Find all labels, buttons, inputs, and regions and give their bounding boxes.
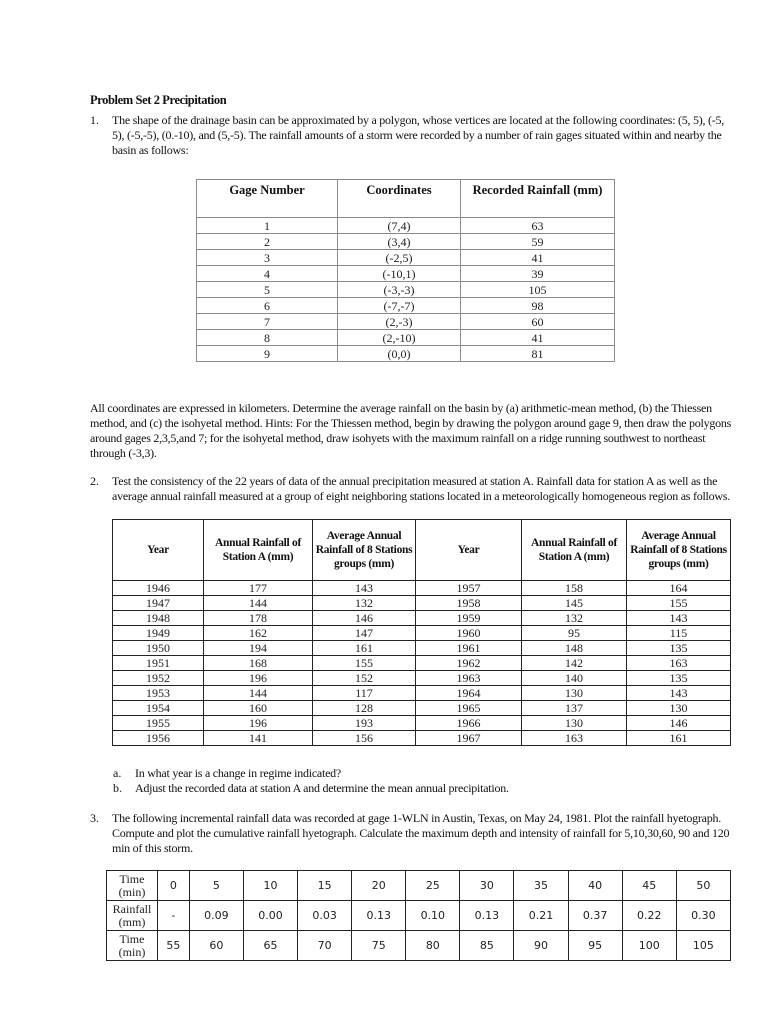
year-cell: 1957: [416, 581, 522, 596]
table-row: [113, 611, 731, 626]
station-a-cell: 158: [522, 581, 627, 596]
table-row: [197, 250, 615, 266]
problem-3-number: 3.: [90, 811, 99, 825]
gage-number-cell: 9: [197, 346, 338, 362]
time-cell: 45: [622, 871, 676, 901]
rainfall-cell: 0.13: [460, 901, 514, 931]
table-row: [113, 731, 731, 746]
station-a-cell: 95: [522, 626, 627, 641]
time-cell: 30: [460, 871, 514, 901]
time-cell: 15: [298, 871, 352, 901]
avg-8-stations-cell: 155: [313, 656, 416, 671]
year-cell: 1965: [416, 701, 522, 716]
time-cell: 20: [352, 871, 406, 901]
time-cell: 55: [158, 931, 190, 961]
year-cell: 1948: [113, 611, 204, 626]
gage-number-cell: 1: [197, 218, 338, 234]
table-row: [107, 931, 731, 961]
time-cell: 35: [514, 871, 568, 901]
document-title: Problem Set 2 Precipitation: [90, 93, 227, 107]
rainfall-cell: 0.30: [676, 901, 730, 931]
time-cell: 50: [676, 871, 730, 901]
coordinates-cell: (3,4): [338, 234, 461, 250]
station-a-cell: 160: [204, 701, 313, 716]
station-a-cell: 145: [522, 596, 627, 611]
year-cell: 1961: [416, 641, 522, 656]
year-cell: 1963: [416, 671, 522, 686]
coordinates-cell: (0,0): [338, 346, 461, 362]
avg-8-stations-cell: 152: [313, 671, 416, 686]
station-a-cell: 142: [522, 656, 627, 671]
avg-8-stations-cell: 143: [627, 611, 731, 626]
rainfall-cell: 0.21: [514, 901, 568, 931]
question-a-text: In what year is a change in regime indicated?: [135, 766, 341, 780]
rainfall-cell: 63: [461, 218, 615, 234]
row-label-rainfall: Rainfall (mm): [107, 901, 158, 931]
year-cell: 1954: [113, 701, 204, 716]
problem-2-number: 2.: [90, 474, 99, 488]
table-row: [113, 596, 731, 611]
row-label-time-2: Time (min): [107, 931, 158, 961]
year-cell: 1947: [113, 596, 204, 611]
table-row: [113, 716, 731, 731]
coordinates-cell: (-2,5): [338, 250, 461, 266]
station-a-cell: 178: [204, 611, 313, 626]
table-row: [113, 686, 731, 701]
header-avg-8-stations-left: Average Annual Rainfall of 8 Stations groups (mm): [313, 520, 416, 581]
station-a-cell: 132: [522, 611, 627, 626]
avg-8-stations-cell: 146: [627, 716, 731, 731]
station-a-cell: 137: [522, 701, 627, 716]
rainfall-cell: 41: [461, 330, 615, 346]
problem-1-intro: The shape of the drainage basin can be approximated by a polygon, whose vertices are located at the following coordinates: (5, 5), (-5, 5), (-5,-5), (0.-10), and (5,-5). The rainfall amounts of a storm were recorded by a number of rain gages situated within and nearby the basin as follows:: [112, 113, 725, 157]
rainfall-cell: -: [158, 901, 190, 931]
table-row: [113, 656, 731, 671]
gage-number-cell: 4: [197, 266, 338, 282]
time-cell: 70: [298, 931, 352, 961]
year-cell: 1955: [113, 716, 204, 731]
table-row: [197, 282, 615, 298]
header-year-right: Year: [416, 520, 522, 581]
avg-8-stations-cell: 163: [627, 656, 731, 671]
header-year-left: Year: [113, 520, 204, 581]
station-a-cell: 148: [522, 641, 627, 656]
avg-8-stations-cell: 156: [313, 731, 416, 746]
rainfall-cell: 0.03: [298, 901, 352, 931]
problem-2-intro: Test the consistency of the 22 years of data of the annual precipitation measured at station A. Rainfall data for station A as well as the average annual rainfall measured at a group of eight neighboring stations located in a meteorologically homogeneous region as follows.: [112, 474, 730, 503]
table-row: [113, 701, 731, 716]
year-cell: 1958: [416, 596, 522, 611]
time-cell: 105: [676, 931, 730, 961]
avg-8-stations-cell: 161: [627, 731, 731, 746]
time-cell: 60: [189, 931, 243, 961]
year-cell: 1966: [416, 716, 522, 731]
avg-8-stations-cell: 164: [627, 581, 731, 596]
table-row: [197, 266, 615, 282]
header-station-a-left: Annual Rainfall of Station A (mm): [204, 520, 313, 581]
gage-rainfall-table: [196, 179, 615, 362]
time-cell: 0: [158, 871, 190, 901]
time-cell: 100: [622, 931, 676, 961]
time-cell: 75: [352, 931, 406, 961]
year-cell: 1964: [416, 686, 522, 701]
year-cell: 1953: [113, 686, 204, 701]
gage-number-cell: 3: [197, 250, 338, 266]
question-b-text: Adjust the recorded data at station A and determine the mean annual precipitation.: [135, 781, 509, 795]
rainfall-cell: 0.22: [622, 901, 676, 931]
time-cell: 95: [568, 931, 622, 961]
year-cell: 1962: [416, 656, 522, 671]
coordinates-cell: (7,4): [338, 218, 461, 234]
table-row: [107, 901, 731, 931]
avg-8-stations-cell: 143: [313, 581, 416, 596]
time-cell: 80: [406, 931, 460, 961]
year-cell: 1946: [113, 581, 204, 596]
time-cell: 85: [460, 931, 514, 961]
avg-8-stations-cell: 155: [627, 596, 731, 611]
rainfall-cell: 105: [461, 282, 615, 298]
station-a-cell: 144: [204, 686, 313, 701]
question-b-label: b.: [113, 781, 122, 795]
rainfall-cell: 0.37: [568, 901, 622, 931]
gage-number-cell: 5: [197, 282, 338, 298]
time-cell: 5: [189, 871, 243, 901]
station-a-cell: 144: [204, 596, 313, 611]
rainfall-cell: 0.09: [189, 901, 243, 931]
gage-number-cell: 2: [197, 234, 338, 250]
avg-8-stations-cell: 147: [313, 626, 416, 641]
time-cell: 65: [243, 931, 297, 961]
annual-rainfall-table: [112, 519, 731, 746]
avg-8-stations-cell: 143: [627, 686, 731, 701]
avg-8-stations-cell: 117: [313, 686, 416, 701]
header-station-a-right: Annual Rainfall of Station A (mm): [522, 520, 627, 581]
coordinates-cell: (-7,-7): [338, 298, 461, 314]
coordinates-cell: (-10,1): [338, 266, 461, 282]
table-row: [197, 330, 615, 346]
year-cell: 1949: [113, 626, 204, 641]
year-cell: 1956: [113, 731, 204, 746]
header-coordinates: Coordinates: [338, 180, 461, 218]
avg-8-stations-cell: 135: [627, 641, 731, 656]
gage-number-cell: 8: [197, 330, 338, 346]
year-cell: 1950: [113, 641, 204, 656]
coordinates-cell: (2,-3): [338, 314, 461, 330]
table-row: [197, 218, 615, 234]
avg-8-stations-cell: 146: [313, 611, 416, 626]
rainfall-cell: 98: [461, 298, 615, 314]
table-row: [113, 671, 731, 686]
avg-8-stations-cell: 193: [313, 716, 416, 731]
station-a-cell: 130: [522, 686, 627, 701]
rainfall-cell: 60: [461, 314, 615, 330]
avg-8-stations-cell: 115: [627, 626, 731, 641]
avg-8-stations-cell: 161: [313, 641, 416, 656]
year-cell: 1960: [416, 626, 522, 641]
table-row: [197, 314, 615, 330]
rainfall-hyetograph-table: [106, 870, 731, 961]
rainfall-cell: 41: [461, 250, 615, 266]
station-a-cell: 196: [204, 671, 313, 686]
time-cell: 90: [514, 931, 568, 961]
station-a-cell: 194: [204, 641, 313, 656]
station-a-cell: 162: [204, 626, 313, 641]
table-row: [113, 626, 731, 641]
rainfall-cell: 59: [461, 234, 615, 250]
problem-1-instructions: All coordinates are expressed in kilometers. Determine the average rainfall on the basin by (a) arithmetic-mean method, (b) the Thiessen method, and (c) the isohyetal method. Hints: For the Thiessen method, begin by drawing the polygon around gage 9, then draw the polygons around gages 2,3,5,and 7; for the isohyetal method, draw isohyets with the maximum rainfall on a ridge running southwest to northeast through (-3,3).: [90, 401, 731, 460]
station-a-cell: 163: [522, 731, 627, 746]
table-row: [197, 298, 615, 314]
rainfall-cell: 0.10: [406, 901, 460, 931]
year-cell: 1952: [113, 671, 204, 686]
rainfall-cell: 39: [461, 266, 615, 282]
station-a-cell: 141: [204, 731, 313, 746]
year-cell: 1959: [416, 611, 522, 626]
rainfall-cell: 0.00: [243, 901, 297, 931]
header-avg-8-stations-right: Average Annual Rainfall of 8 Stations groups (mm): [627, 520, 731, 581]
header-recorded-rainfall: Recorded Rainfall (mm): [461, 180, 615, 218]
station-a-cell: 168: [204, 656, 313, 671]
time-cell: 40: [568, 871, 622, 901]
table-row: [113, 581, 731, 596]
rainfall-cell: 81: [461, 346, 615, 362]
problem-3-intro: The following incremental rainfall data was recorded at gage 1-WLN in Austin, Texas, on May 24, 1981. Plot the rainfall hyetograph. Compute and plot the cumulative rainfall hyetograph. Calculate the maximum depth and intensity of rainfall for 5,10,30,60, 90 and 120 min of this storm.: [112, 811, 730, 855]
station-a-cell: 196: [204, 716, 313, 731]
problem-1-number: 1.: [90, 113, 99, 127]
table-row: [107, 871, 731, 901]
coordinates-cell: (-3,-3): [338, 282, 461, 298]
avg-8-stations-cell: 128: [313, 701, 416, 716]
year-cell: 1967: [416, 731, 522, 746]
gage-number-cell: 7: [197, 314, 338, 330]
gage-number-cell: 6: [197, 298, 338, 314]
year-cell: 1951: [113, 656, 204, 671]
avg-8-stations-cell: 135: [627, 671, 731, 686]
coordinates-cell: (2,-10): [338, 330, 461, 346]
station-a-cell: 140: [522, 671, 627, 686]
question-a-label: a.: [113, 766, 122, 780]
avg-8-stations-cell: 132: [313, 596, 416, 611]
table-row: [197, 346, 615, 362]
table-row: [197, 234, 615, 250]
table-row: [113, 641, 731, 656]
row-label-time: Time (min): [107, 871, 158, 901]
time-cell: 10: [243, 871, 297, 901]
time-cell: 25: [406, 871, 460, 901]
station-a-cell: 130: [522, 716, 627, 731]
rainfall-cell: 0.13: [352, 901, 406, 931]
avg-8-stations-cell: 130: [627, 701, 731, 716]
station-a-cell: 177: [204, 581, 313, 596]
header-gage-number: Gage Number: [197, 180, 338, 218]
